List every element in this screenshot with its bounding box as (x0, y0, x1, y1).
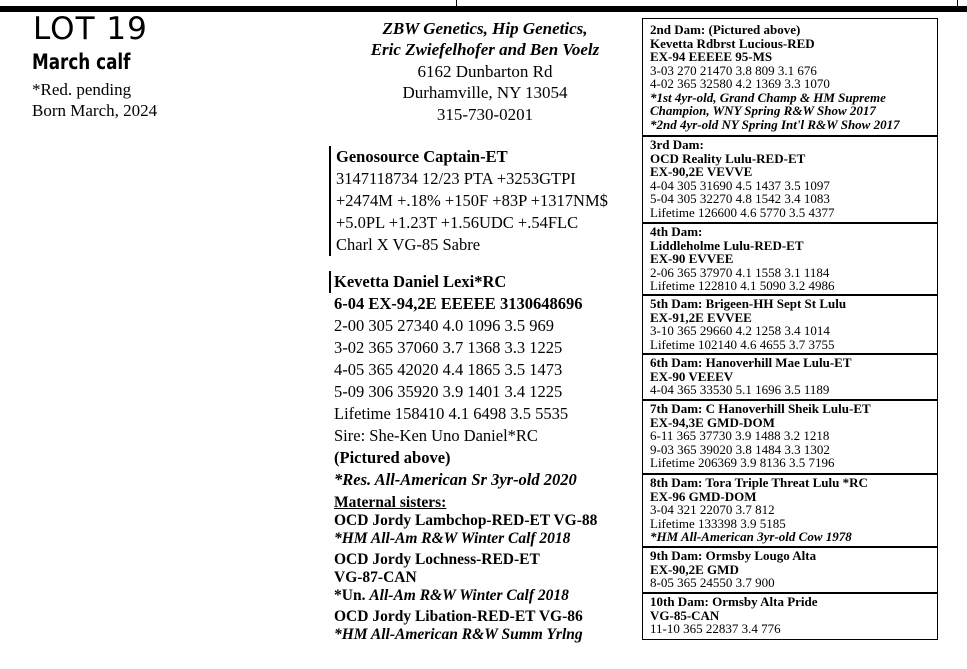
sister-name: OCD Jordy Lochness-RED-ET (334, 551, 540, 568)
dam-8th (650, 476, 868, 544)
dam-note: *HM All-American 3yr-old Cow 1978 (650, 529, 852, 544)
sister-note-prefix: *Un. (334, 587, 370, 604)
dam-record: 4-04 305 31690 4.5 1437 3.5 1097 (650, 177, 830, 193)
dam-name: Kevetta Rdbrst Lucious-RED (650, 35, 815, 51)
sister-note: All-Am R&W Winter Calf 2018 (369, 587, 569, 604)
dam-record: 8-05 365 24550 3.7 900 (650, 575, 775, 590)
dam-title: 8th Dam: Tora Triple Threat Lulu *RC (650, 475, 868, 490)
dam-record: Lifetime 122810 4.1 5090 3.2 4986 (650, 278, 835, 293)
owner-line-1: ZBW Genetics, Hip Genetics, (382, 19, 588, 38)
lot-number: LOT 19 (33, 11, 148, 47)
dam-record: Lifetime 158410 4.1 6498 3.5 5535 (334, 404, 569, 423)
sister-note: *HM All-American R&W Summ Yrlng (334, 626, 583, 643)
dam-pictured: (Pictured above) (334, 448, 451, 467)
owner-address: 6162 Dunbarton Rd (417, 62, 553, 81)
dam-7th (650, 402, 871, 470)
sister-note: *HM All-Am R&W Winter Calf 2018 (334, 530, 571, 547)
dam-note: *2nd 4yr-old NY Spring Int'l R&W Show 2017 (650, 116, 900, 132)
dam-record: 6-11 365 37730 3.9 1488 3.2 1218 (650, 428, 830, 443)
dam-class: VG-85-CAN (650, 607, 720, 623)
dam-name: OCD Reality Lulu-RED-ET (650, 150, 806, 166)
dam-note: *1st 4yr-old, Grand Champ & HM Supreme (650, 89, 886, 105)
dam-9th (650, 549, 816, 590)
birth-date: Born March, 2024 (32, 101, 158, 120)
sire-line: Charl X VG-85 Sabre (336, 235, 481, 254)
dam-title: 10th Dam: Ormsby Alta Pride (650, 594, 818, 609)
sisters-heading: Maternal sisters: (334, 494, 447, 511)
sire-line: +2474M +.18% +150F +83P +1317NM$ (336, 191, 608, 210)
dam-6th (650, 356, 852, 397)
dam-class: EX-94,3E GMD-DOM (650, 414, 775, 430)
dam-class: EX-96 GMD-DOM (650, 488, 757, 504)
owner-city: Durhamville, NY 13054 (402, 83, 568, 102)
dam-title: 9th Dam: Ormsby Lougo Alta (650, 548, 817, 563)
red-pending-note: *Red. pending (32, 80, 132, 99)
dam-title: 6th Dam: Hanoverhill Mae Lulu-ET (650, 355, 852, 370)
dam-2nd (650, 23, 900, 131)
dam-classification: 6-04 EX-94,2E EEEEE 3130648696 (334, 294, 583, 313)
dam-record: Lifetime 206369 3.9 8136 3.5 7196 (650, 455, 835, 470)
dam-record: 5-09 306 35920 3.9 1401 3.4 1225 (334, 382, 563, 401)
dam-record: 2-00 305 27340 4.0 1096 3.5 969 (334, 316, 554, 335)
dam-title: 2nd Dam: (Pictured above) (650, 22, 801, 37)
dam-info (329, 271, 646, 644)
owner-phone: 315-730-0201 (436, 105, 534, 124)
dam-record: 3-03 270 21470 3.8 809 3.1 676 (650, 62, 817, 78)
calf-month: March calf (32, 50, 131, 74)
dam-award: *Res. All-American Sr 3yr-old 2020 (334, 470, 577, 489)
sire-line: +5.0PL +1.23T +1.56UDC +.54FLC (336, 213, 579, 232)
sire-info (329, 146, 648, 256)
dam-class: EX-91,2E EVVEE (650, 309, 752, 325)
dam-record: 5-04 305 32270 4.8 1542 3.4 1083 (650, 191, 830, 206)
dam-bracket (329, 271, 331, 293)
dam-record: Lifetime 126600 4.6 5770 3.5 4377 (650, 204, 835, 220)
dam-title: 3rd Dam: (650, 137, 704, 152)
dam-class: EX-94 EEEEE 95-MS (650, 49, 773, 64)
dam-record: 3-10 365 29660 4.2 1258 3.4 1014 (650, 323, 830, 338)
top-box-edge (456, 0, 958, 7)
dam-record: 9-03 365 39020 3.8 1484 3.3 1302 (650, 441, 830, 457)
sire-name: Genosource Captain-ET (336, 147, 508, 166)
dam-title: 5th Dam: Brigeen-HH Sept St Lulu (650, 296, 847, 311)
dam-record: 2-06 365 37970 4.1 1558 3.1 1184 (650, 264, 830, 280)
dam-record: Lifetime 133398 3.9 5185 (650, 515, 786, 531)
dam-name: Liddleholme Lulu-RED-ET (650, 237, 804, 253)
dam-class: EX-90 EVVEE (650, 251, 734, 266)
sister-name: OCD Jordy Lambchop-RED-ET VG-88 (334, 512, 598, 529)
dam-3rd (650, 138, 835, 219)
dam-record: 4-05 365 42020 4.4 1865 3.5 1473 (334, 360, 563, 379)
sister-name: OCD Jordy Libation-RED-ET VG-86 (334, 608, 583, 625)
dam-class: EX-90 VEEEV (650, 368, 734, 384)
dam-record: 3-02 365 37060 3.7 1368 3.3 1225 (334, 338, 563, 357)
sire-line: 3147118734 12/23 PTA +3253GTPI (336, 169, 576, 188)
dam-5th (650, 297, 846, 351)
dam-title: 7th Dam: C Hanoverhill Sheik Lulu-ET (650, 401, 871, 416)
dam-note: Champion, WNY Spring R&W Show 2017 (650, 103, 876, 118)
dam-record: Lifetime 102140 4.6 4655 3.7 3755 (650, 336, 835, 352)
pedigree-box (642, 18, 938, 640)
dam-sire: Sire: She-Ken Uno Daniel*RC (334, 426, 538, 445)
dam-class: EX-90,2E VEVVE (650, 164, 753, 179)
sister-class: VG-87-CAN (334, 569, 417, 586)
owner-line-2: Eric Zwiefelhofer and Ben Voelz (370, 40, 600, 59)
dam-record: 3-04 321 22070 3.7 812 (650, 502, 775, 517)
dam-record: 4-02 365 32580 4.2 1369 3.3 1070 (650, 76, 830, 91)
dam-name: Kevetta Daniel Lexi*RC (334, 272, 507, 291)
dam-4th (650, 225, 835, 293)
dam-record: 11-10 365 22837 3.4 776 (650, 621, 781, 636)
dam-class: EX-90,2E GMD (650, 561, 739, 577)
dam-title: 4th Dam: (650, 224, 703, 239)
dam-10th (650, 595, 818, 636)
dam-record: 4-04 365 33530 5.1 1696 3.5 1189 (650, 382, 830, 397)
